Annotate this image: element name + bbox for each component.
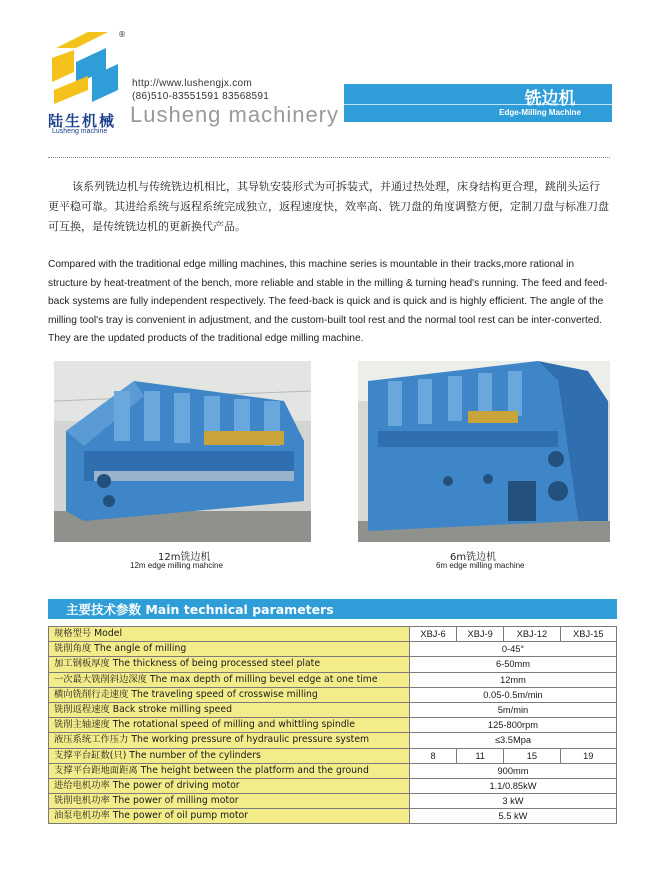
spec-value: 12mm [410, 672, 617, 687]
spec-label: 液压系统工作压力 The working pressure of hydraulic pressure system [49, 733, 410, 748]
photo-12m-machine [54, 361, 311, 542]
model-cell: XBJ-12 [504, 627, 560, 642]
phone-numbers: (86)510-83551591 83568591 [132, 91, 270, 102]
photo2-caption-chinese: 6m铣边机 [450, 552, 497, 563]
spec-value: 900mm [410, 763, 617, 778]
spec-label: 横向铣削行走速度 The traveling speed of crosswise milling [49, 687, 410, 702]
model-cell: XBJ-15 [560, 627, 616, 642]
table-row [49, 809, 617, 824]
photo1-caption-english: 12m edge milling mahcine [130, 561, 223, 570]
spec-label: 进给电机功率 The power of driving motor [49, 778, 410, 793]
photo-6m-machine [358, 361, 610, 542]
table-row [49, 794, 617, 809]
spec-value: 5.5 kW [410, 809, 617, 824]
spec-value: 5m/min [410, 702, 617, 717]
registered-mark: ® [118, 30, 126, 39]
logo-english-name: Lusheng machine [52, 128, 108, 135]
spec-label: 支撑平台缸数(只) The number of the cylinders [49, 748, 410, 763]
spec-label: 铣削角度 The angle of milling [49, 642, 410, 657]
table-row [49, 702, 617, 717]
spec-value: 125-800rpm [410, 718, 617, 733]
model-cell: XBJ-9 [457, 627, 504, 642]
table-row [49, 687, 617, 702]
spec-label: 油泵电机功率 The power of oil pump motor [49, 809, 410, 824]
spec-value: 19 [560, 748, 616, 763]
photo2-caption-english: 6m edge milling machine [436, 561, 525, 570]
table-row [49, 733, 617, 748]
intro-chinese: 该系列铣边机与传统铣边机相比，其导轨安装形式为可拆装式，并通过热处理，床身结构更合理，跳削头运行更平稳可靠。其进给系统与返程系统完成独立，返程速度快，效率高、铣刀盘的角度调整方便，定制刀盘与标准刀盘可互换，是传统铣边机的更新换代产品。 [48, 180, 609, 233]
spec-value: 15 [504, 748, 560, 763]
website-url: http://www.lushengjx.com [132, 78, 253, 89]
photo1-caption-chinese: 12m铣边机 [158, 552, 211, 563]
spec-label: 一次最大铣削斜边深度 The max depth of milling bevel edge at one time [49, 672, 410, 687]
divider [48, 157, 610, 158]
table-row [49, 672, 617, 687]
table-row [49, 718, 617, 733]
table-row [49, 627, 617, 642]
spec-value: 3 kW [410, 794, 617, 809]
table-row [49, 778, 617, 793]
spec-label: 铣削电机功率 The power of milling motor [49, 794, 410, 809]
spec-label: 规格型号 Model [49, 627, 410, 642]
page-title-chinese: 铣边机 [524, 89, 576, 109]
logo-chinese-name: 陆生机械 [48, 112, 117, 130]
spec-value: 0.05-0.5m/min [410, 687, 617, 702]
spec-value: 6-50mm [410, 657, 617, 672]
spec-table-heading: 主要技术参数 Main technical parameters [66, 602, 334, 617]
page-title-english: Edge-Milling Machine [499, 108, 581, 117]
spec-value: 1.1/0.85kW [410, 778, 617, 793]
spec-value: 0-45° [410, 642, 617, 657]
spec-label: 铣削主轴速度 The rotational speed of milling and whittling spindle [49, 718, 410, 733]
spec-table [48, 626, 617, 824]
spec-value: ≤3.5Mpa [410, 733, 617, 748]
table-row [49, 748, 617, 763]
lusheng-logo [48, 28, 126, 110]
spec-value: 11 [457, 748, 504, 763]
brand-name: Lusheng machinery [130, 102, 340, 127]
spec-label: 铣削返程速度 Back stroke milling speed [49, 702, 410, 717]
table-row [49, 657, 617, 672]
spec-value: 8 [410, 748, 457, 763]
spec-label: 加工钢板厚度 The thickness of being processed steel plate [49, 657, 410, 672]
table-row [49, 642, 617, 657]
model-cell: XBJ-6 [410, 627, 457, 642]
spec-label: 支撑平台距地面距离 The height between the platform and the ground [49, 763, 410, 778]
intro-english: Compared with the traditional edge milling machines, this machine series is mountable in their tracks,more rational in structure by heat-treatment of the bench, more reliable and stable in the milling & turning head's running. The feed and feed-back systems are fully independent respectively. The feed-back is quick and is quick and is highly efficient. The angle of the milling tool's tray is convenient in adjustment, and the custom-built tool rest and the normal tool rest can be inter-converted. They are the updated products of the traditional edge milling machine. [48, 259, 608, 345]
table-row [49, 763, 617, 778]
